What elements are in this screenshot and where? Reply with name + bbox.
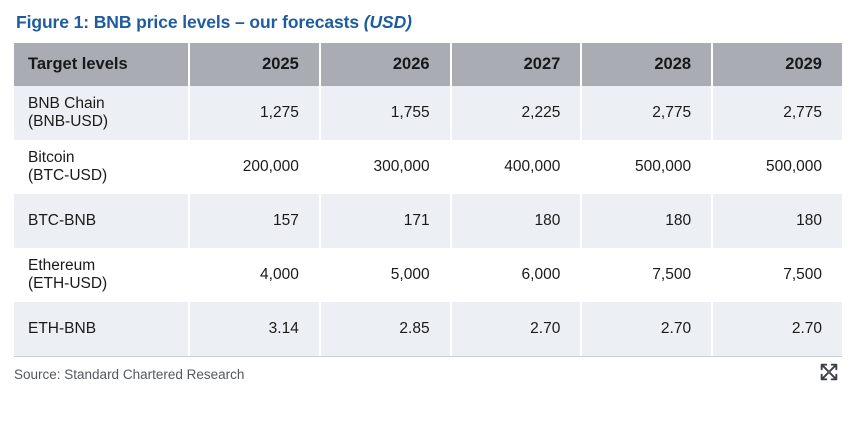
- row-label-line-1: ETH-BNB: [28, 319, 97, 337]
- cell-btc-bnb-2025: 157: [189, 194, 320, 248]
- column-header-2028: 2028: [581, 43, 712, 86]
- expand-arrows-icon[interactable]: [818, 361, 840, 383]
- row-label-line-1: Ethereum: [28, 256, 96, 274]
- table-body: [14, 86, 842, 356]
- row-label-line-1: BNB Chain: [28, 94, 105, 112]
- cell-bnb-chain-2028: 2,775: [581, 86, 712, 140]
- table-row: [14, 86, 842, 140]
- cell-bitcoin-2027: 400,000: [451, 140, 582, 194]
- column-header-target-levels: Target levels: [14, 43, 189, 86]
- cell-bnb-chain-2029: 2,775: [712, 86, 842, 140]
- cell-bnb-chain-2026: 1,755: [320, 86, 451, 140]
- table-row: [14, 248, 842, 302]
- row-label-line-2: (BTC-USD): [28, 167, 108, 184]
- figure-footer: [14, 356, 842, 384]
- table-row: [14, 302, 842, 356]
- figure-title-text: Figure 1: BNB price levels – our forecasts: [16, 12, 360, 32]
- cell-bitcoin-2028: 500,000: [581, 140, 712, 194]
- cell-eth-bnb-2025: 3.14: [189, 302, 320, 356]
- cell-btc-bnb-2028: 180: [581, 194, 712, 248]
- cell-btc-bnb-2027: 180: [451, 194, 582, 248]
- cell-eth-bnb-2027: 2.70: [451, 302, 582, 356]
- figure-title: [16, 12, 842, 33]
- table-row: [14, 194, 842, 248]
- row-label-btc-bnb: [14, 194, 189, 248]
- cell-eth-bnb-2026: 2.85: [320, 302, 451, 356]
- cell-eth-bnb-2028: 2.70: [581, 302, 712, 356]
- row-label-line-1: BTC-BNB: [28, 211, 97, 229]
- cell-btc-bnb-2029: 180: [712, 194, 842, 248]
- row-label-bnb-chain: [14, 86, 189, 140]
- column-header-2026: 2026: [320, 43, 451, 86]
- table-header-row: [14, 43, 842, 86]
- row-label-eth-bnb: [14, 302, 189, 356]
- table-header: [14, 43, 842, 86]
- table-row: [14, 140, 842, 194]
- row-label-ethereum: [14, 248, 189, 302]
- column-header-2025: 2025: [189, 43, 320, 86]
- cell-btc-bnb-2026: 171: [320, 194, 451, 248]
- column-header-2027: 2027: [451, 43, 582, 86]
- row-label-line-2: (ETH-USD): [28, 275, 108, 292]
- row-label-line-2: (BNB-USD): [28, 113, 109, 130]
- source-note: Source: Standard Chartered Research: [14, 367, 245, 382]
- row-label-bitcoin: [14, 140, 189, 194]
- cell-bitcoin-2026: 300,000: [320, 140, 451, 194]
- cell-bitcoin-2029: 500,000: [712, 140, 842, 194]
- cell-ethereum-2029: 7,500: [712, 248, 842, 302]
- cell-ethereum-2027: 6,000: [451, 248, 582, 302]
- cell-bnb-chain-2027: 2,225: [451, 86, 582, 140]
- figure-title-units: (USD): [363, 12, 412, 32]
- row-label-line-1: Bitcoin: [28, 148, 75, 166]
- cell-eth-bnb-2029: 2.70: [712, 302, 842, 356]
- forecast-table: [14, 43, 842, 356]
- column-header-2029: 2029: [712, 43, 842, 86]
- cell-ethereum-2028: 7,500: [581, 248, 712, 302]
- cell-bitcoin-2025: 200,000: [189, 140, 320, 194]
- cell-ethereum-2026: 5,000: [320, 248, 451, 302]
- cell-bnb-chain-2025: 1,275: [189, 86, 320, 140]
- cell-ethereum-2025: 4,000: [189, 248, 320, 302]
